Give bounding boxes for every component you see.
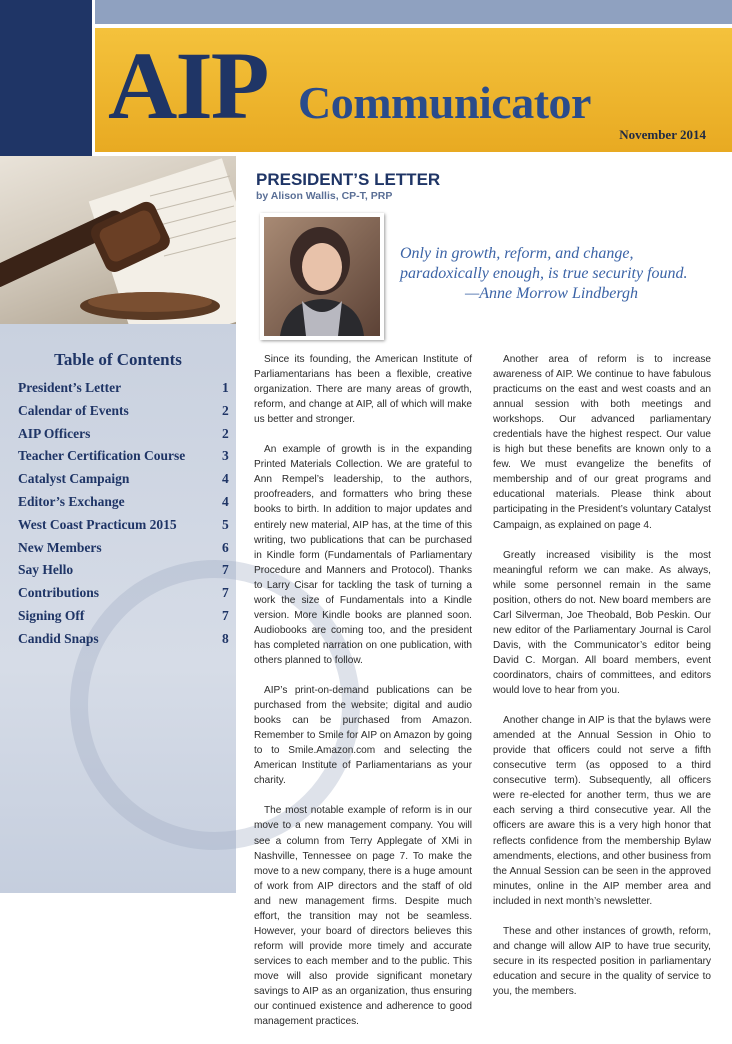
toc-item-page: 2 [222,402,229,418]
article-paragraph: Since its founding, the American Institute of Parliamentarians has been a flexible, creative organization. There are many areas of growth, reform, and change at AIP, all of which will make us better and stronger. [254,354,472,426]
toc-item-page: 7 [222,607,229,623]
toc-item-label: Editor’s Exchange [18,493,125,509]
toc-item[interactable] [18,540,236,563]
toc-item[interactable] [18,471,236,494]
toc-item-label: Signing Off [18,607,85,623]
toc-item[interactable] [18,562,236,585]
toc-item-label: Say Hello [18,562,74,578]
header-navy-block [0,0,92,156]
toc-item-page: 4 [222,493,229,509]
gavel-photo [0,156,236,324]
toc-item[interactable] [18,403,236,426]
header-blue-strip [95,0,732,24]
toc-item-label: Candid Snaps [18,630,99,646]
article-column-right [493,352,711,1014]
pull-quote [400,244,700,304]
toc-item-page: 7 [222,562,229,578]
toc-title: Table of Contents [54,350,182,369]
quote-attribution: —Anne Morrow Lindbergh [465,285,639,302]
article-paragraph: These and other instances of growth, reform, and change will allow AIP to have true security, secure in its respected position in parliamentary education and secure in the quality of service to you, the members. [493,925,711,997]
toc-list [18,380,236,654]
toc-item-page: 4 [222,471,229,487]
toc-item[interactable] [18,585,236,608]
logo-aip: AIP [108,32,268,139]
article-title: PRESIDENT’S LETTER [256,170,441,189]
toc-item-label: Catalyst Campaign [18,471,130,487]
article-byline: by Alison Wallis, CP-T, PRP [256,190,393,202]
toc-item[interactable] [18,517,236,540]
toc-item-label: Teacher Certification Course [18,448,186,464]
article-paragraph: Another change in AIP is that the bylaws were amended at the Annual Session in Ohio to provide that officers could not serve a fifth consecutive term (as opposed to a third consecutive term). Subsequently, all officers were re-elected for another term, thus we are each serving a third consecutive year. All the officers are aware this is a very high honor that reflects confidence from the membership Bylaw amendments, elections, and other business from the Annual Session can be seen in the approved minutes, online in the AIP member area and included in next month’s newsletter. [493,715,711,907]
toc-item[interactable] [18,426,236,449]
portrait-image-icon [260,213,384,340]
toc-item-page: 8 [222,630,229,646]
toc-item-label: AIP Officers [18,425,91,441]
toc-item-label: New Members [18,539,102,555]
toc-item-page: 7 [222,585,229,601]
issue-date: November 2014 [619,127,706,142]
quote-line-1: Only in growth, reform, and change, [400,245,634,262]
article-paragraph: Another area of reform is to increase awareness of AIP. We continue to have fabulous practicums on the east and west coasts and an annual session with both meetings and workshops. Our advanced parliamentary credentials have the highest respect. Our value is high but these benefits are known only to a few. We must evangelize the benefits of membership and of our great programs and educational materials. Please think about participating in the President’s voluntary Catalyst Campaign, as explained on page 4. [493,354,711,531]
author-portrait [260,213,384,340]
toc-item-label: President’s Letter [18,380,122,395]
toc-item-label: Calendar of Events [18,402,129,418]
article-paragraph: Greatly increased visibility is the most meaningful reform we can make. As always, while some personnel remain in the same position, others do not. New board members are Carl Silverman, Joe Theobald, Bob Peskin. Our new editor of the Parliamentary Journal is Carol Davis, with the Communicator’s editor being David C. Morgan. All board members, event coordinators, chairs of committees, and editors would love to hear from you. [493,549,711,697]
toc-item[interactable] [18,380,236,403]
article-paragraph: The most notable example of reform is in our move to a new management company. You will see a column from Terry Applegate of XMi in Nashville, Tennessee on page 7. To make the move to a new company, there is a huge amount of work from AIP directors and the staff of old and new management firms. Despite much effort, the transition may not be seamless. However, your board of directors believes this reform will provide more timely and accurate services to each member and to the public. This move will also provide significant monetary savings to AIP as an organization, thus ensuring our continued existence and adherence to good management practices. [254,805,472,1028]
toc-item-page: 5 [222,516,229,532]
article-column-left [254,352,472,1044]
toc-item[interactable] [18,608,236,631]
toc-item-page: 6 [222,539,229,555]
toc-item-page: 2 [222,425,229,441]
article-paragraph: An example of growth is in the expanding Printed Materials Collection. We are grateful to Ann Rempel’s leadership, to the authors, proofreaders, and formatters who bring these books to birth. In addition to major updates and entirely new material, AIP has, at the time of this writing, two publications that can be purchased in Kindle form (Fundamentals of Parliamentary Procedure and Manners and Protocol). Thanks to Larry Cisar for tackling the task of turning a work the size of Fundamentals into a Kindle version. More Kindle books are planned soon. Audiobooks are coming too, and the president has completed narration on one publication, with others planned to follow. [254,444,472,666]
logo-communicator: Communicator [298,77,591,128]
gavel-icon [0,156,236,324]
toc-item-page: 1 [222,380,229,395]
quote-line-2: paradoxically enough, is true security found. [400,265,688,282]
toc-item-label: West Coast Practicum 2015 [18,516,177,532]
toc-item[interactable] [18,448,236,471]
toc-item-label: Contributions [18,585,100,601]
article-paragraph: AIP’s print-on-demand publications can be purchased from the website; digital and audio books can be purchased from Amazon. Remember to Smile for AIP on Amazon by going to to Smile.Amazon.com and selecting the American Institute of Parliamentarians as your charity. [254,685,472,787]
toc-item[interactable] [18,631,236,654]
toc-item[interactable] [18,494,236,517]
toc-item-page: 3 [222,448,229,464]
